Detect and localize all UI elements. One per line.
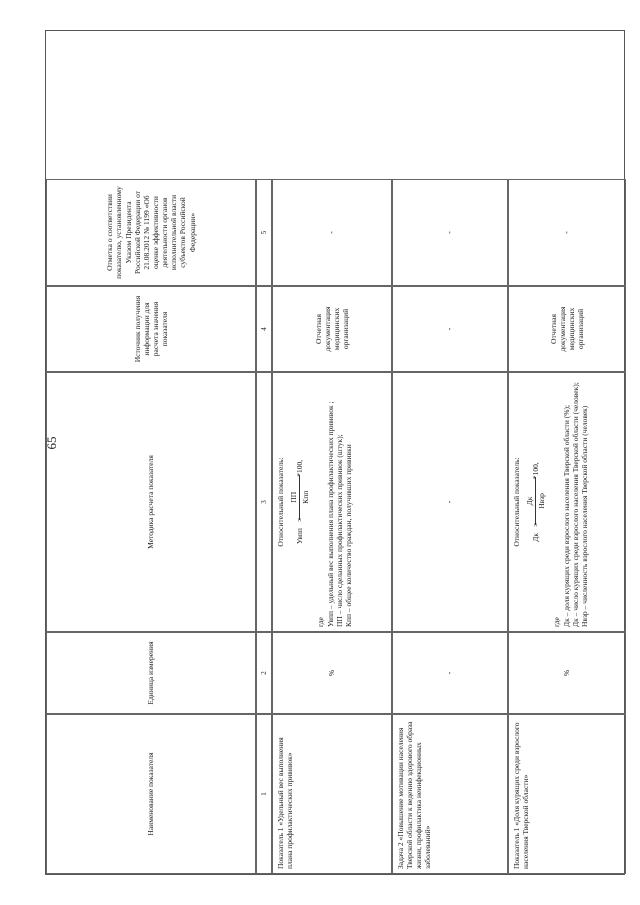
row3-formula-mult: *100,	[531, 462, 541, 480]
row1-formula-denominator: Кпп	[301, 490, 311, 504]
col-number-4: 4	[256, 286, 272, 372]
row2-source: -	[392, 286, 508, 372]
row3-formula-numerator: Дк	[525, 496, 535, 506]
row1-where: где	[316, 617, 326, 627]
row3-formula	[525, 377, 546, 627]
row1-formula-mult: *100,	[295, 459, 305, 477]
header-mark: Отметка о соответствии показателю, установленному Указом Президента Российской Федерации от 21.08.2012 № 1199 «Об оценке эффективности деятельности органов исполнительной власти субъектов Российской Федерации»	[46, 179, 256, 286]
row2-mark: -	[392, 179, 508, 286]
page-number: 65	[44, 436, 59, 450]
row3-mark: -	[508, 179, 626, 286]
row3-where: где	[552, 617, 562, 627]
row3-unit: %	[508, 632, 626, 714]
row1-mark: -	[272, 179, 392, 286]
row2-method: -	[392, 372, 508, 632]
header-method: Методика расчета показателя	[46, 372, 256, 632]
header-source: Источник получения информации для расчета значения показателя	[46, 286, 256, 372]
row3-formula-denominator: Нвзр	[537, 493, 547, 509]
row1-source: Отчетная документация медицинских организаций	[272, 286, 392, 372]
row3-def-3: Нвзр – численность взрослого населения Тверской области (человек)	[579, 405, 589, 627]
row1-def-3: Кпп – общее количество граждан, получивших прививки	[343, 444, 353, 627]
row3-def-1: Дк – доля курящих среди взрослого населения Тверской области (%);	[561, 404, 571, 627]
col-number-5: 5	[256, 179, 272, 286]
row1-def-2: ПП – число сделанных профилактических прививок (штук);	[334, 434, 344, 627]
row3-def-2: Дк – число курящих среди взрослого населения Тверской области (человек);	[570, 382, 580, 627]
row3-method-title: Относительный показатель:	[512, 457, 521, 547]
row1-method-title: Относительный показатель:	[276, 457, 285, 547]
row2-name: Задача 2 «Повышение мотивации населения Тверской области к ведению здорового образа жизни, профилактика неинфекционных заболеваний»	[392, 714, 508, 874]
row1-unit: %	[272, 632, 392, 714]
row1-def-1: Увпп – удельный вес выполнения плана профилактических прививок ;	[325, 401, 335, 627]
row3-formula-eq: =	[531, 522, 541, 528]
col-number-3: 3	[256, 372, 272, 632]
row1-formula-fraction	[289, 483, 310, 512]
row1-name: Показатель 1 «Удельный вес выполнения плана профилактических прививок»	[272, 714, 392, 874]
indicator-table	[45, 30, 625, 875]
row3-formula-fraction	[525, 485, 546, 517]
row1-formula-left: Увпп	[295, 528, 305, 545]
row3-method	[508, 372, 626, 632]
row3-source: Отчетная документация медицинских организаций	[508, 286, 626, 372]
header-name: Наименование показателя	[46, 714, 256, 874]
row1-formula-eq: =	[295, 517, 305, 523]
header-unit: Единица измерения	[46, 632, 256, 714]
row1-method	[272, 372, 392, 632]
row2-unit: -	[392, 632, 508, 714]
rotated-table-wrapper	[45, 30, 625, 875]
row1-formula	[289, 377, 310, 627]
row3-formula-left: Дк	[531, 533, 541, 542]
row1-formula-numerator: ПП	[289, 491, 299, 503]
col-number-2: 2	[256, 632, 272, 714]
row3-name: Показатель 1 «Доля курящих среди взрослого населения Тверской области»	[508, 714, 626, 874]
col-number-1: 1	[256, 714, 272, 874]
